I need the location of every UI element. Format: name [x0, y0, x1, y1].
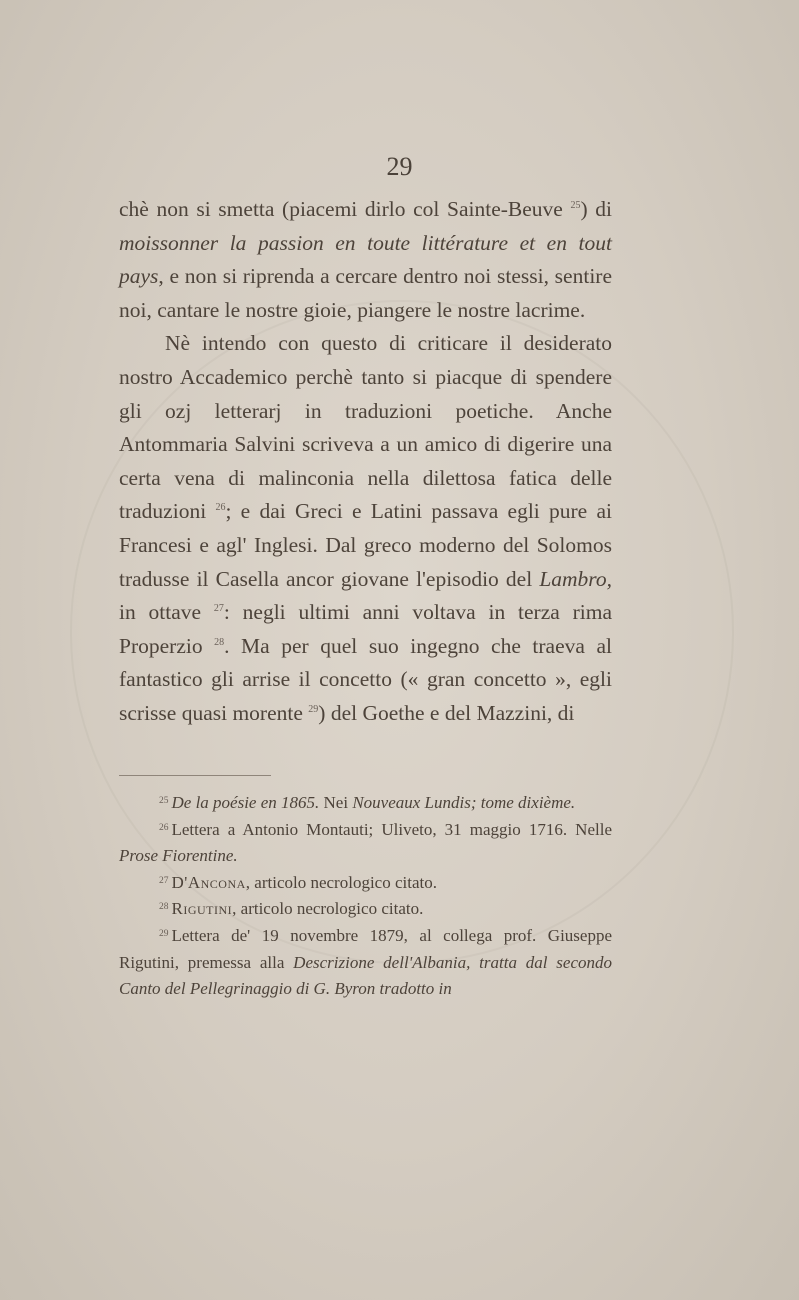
text-run: Nè intendo con questo di criticare il desiderato nostro Accademico perchè tanto si piacque di spendere gli ozj letterarj in traduzioni poetiche. Anche Antommaria Salvini scriveva a un amico di digerire una certa vena di malinconia nella dilettosa fatica delle traduzioni — [119, 331, 612, 524]
footnote — [119, 817, 612, 870]
text-run: ; e dai Greci e Latini passava egli pure ai Francesi e agl' Inglesi. Dal greco moderno del Solomos tradusse il Casella ancor giovane l'episodio del — [119, 499, 612, 591]
text-run: , e non si riprenda a cercare dentro noi stessi, sentire noi, cantare le nostre gioie, piangere le nostre lacrime. — [119, 264, 612, 322]
text-run: chè non si smetta (piacemi dirlo col Sainte-Beuve — [119, 197, 571, 221]
paragraph — [119, 193, 612, 327]
footnote-reference[interactable]: 29 — [308, 703, 319, 715]
footnote-number: 28 — [159, 902, 169, 913]
footnote-reference[interactable]: 28 — [214, 636, 225, 648]
footnote — [119, 923, 612, 1003]
footnote — [119, 896, 612, 923]
text-run: Rigutini — [171, 899, 233, 919]
italic-text: Prose Fiorentine. — [119, 846, 238, 866]
footnote-number: 26 — [159, 822, 169, 833]
footnote-number: 29 — [159, 928, 169, 939]
footnotes — [119, 790, 612, 1003]
footnote-reference[interactable]: 27 — [213, 603, 224, 615]
text-run: in ottave — [119, 600, 214, 625]
text-run: Nei — [319, 793, 353, 812]
footnote — [119, 790, 612, 817]
footnote-reference[interactable]: 25 — [570, 200, 581, 211]
footnote-reference[interactable]: 26 — [215, 502, 226, 514]
text-run: , articolo necrologico citato. — [245, 872, 437, 892]
italic-text: Nouveaux Lundis; tome dixième. — [352, 793, 576, 812]
text-run: D'Ancona — [171, 872, 246, 892]
italic-text: De la poésie en 1865. — [171, 793, 320, 812]
text-run: : negli ultimi anni voltava in terza rima Properzio — [119, 600, 613, 658]
footnote — [119, 870, 612, 897]
text-run: . Ma per quel suo ingegno che traeva al fantastico gli arrise il concetto (« gran concetto », egli scrisse quasi morente — [119, 633, 613, 725]
italic-text: Lambro, — [539, 566, 612, 591]
text-run: ) del Goethe e del Mazzini, di — [318, 700, 575, 725]
text-run: , articolo necrologico citato. — [232, 899, 424, 919]
paragraph — [119, 327, 612, 730]
footnote-number: 25 — [159, 796, 169, 806]
footnote-separator — [119, 775, 271, 776]
text-run: ) di — [580, 197, 612, 221]
footnote-number: 27 — [159, 875, 169, 886]
italic-text: moissonner la passion en toute littérature et en tout pays — [119, 230, 612, 289]
body-text — [119, 193, 612, 731]
italic-text: Descrizione dell'Albania, tratta dal secondo Canto del Pellegrinaggio di G. Byron tradotto in — [119, 952, 612, 999]
text-run: Lettera de' 19 novembre 1879, al collega prof. Giuseppe Rigutini, premessa alla — [119, 925, 612, 972]
page-number: 29 — [386, 152, 413, 181]
text-run: Lettera a Antonio Montauti; Uliveto, 31 maggio 1716. Nelle — [171, 819, 612, 839]
